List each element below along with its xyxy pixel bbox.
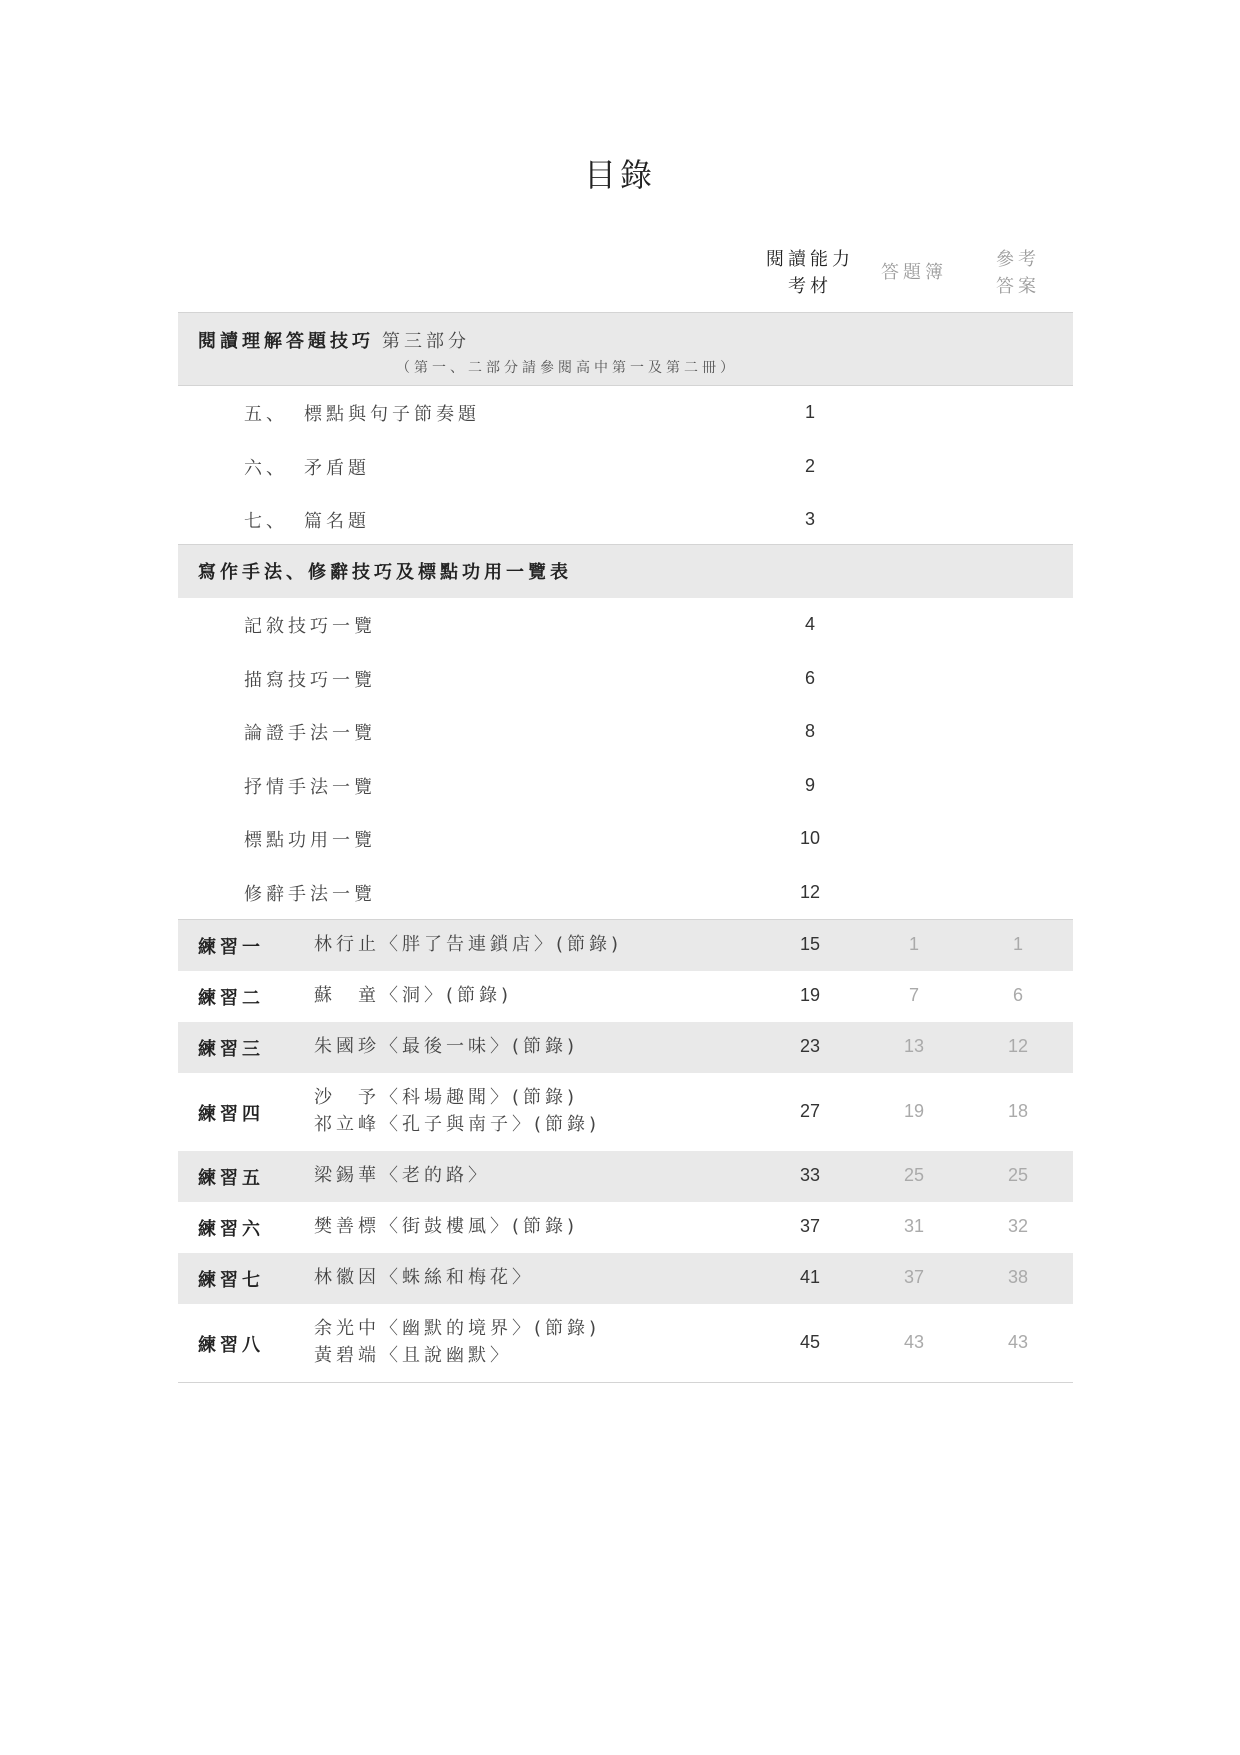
page-number: 2	[804, 455, 815, 476]
item-label: 記敘技巧一覽	[244, 616, 376, 637]
exercise-label: 練習一	[198, 937, 264, 958]
section-subtitle: 第三部分	[382, 331, 470, 352]
exercise-title: 梁錫華〈老的路〉	[314, 1165, 490, 1186]
exercise-label: 練習七	[198, 1270, 264, 1291]
item-label: 修辭手法一覽	[244, 883, 376, 905]
list-item[interactable]	[178, 440, 1073, 494]
exercise-title: 樊善標〈街鼓樓風〉(節錄)	[314, 1216, 579, 1237]
exercise-title: 蘇 童〈洞〉(節錄)	[314, 985, 513, 1006]
item-number: 五、	[244, 404, 288, 425]
exercise-title: 祁立峰〈孔子與南子〉(節錄)	[314, 1114, 601, 1135]
page-number-answer-book: 43	[903, 1332, 925, 1352]
page-number-reference: 43	[1007, 1332, 1029, 1352]
page-number-reading: 37	[799, 1216, 821, 1236]
column-header-reading	[758, 246, 862, 300]
exercise-label: 練習八	[198, 1335, 264, 1356]
page-title: 目錄	[583, 156, 656, 194]
page-number-reference: 38	[1007, 1267, 1029, 1287]
exercise-title: 余光中〈幽默的境界〉(節錄)	[314, 1318, 601, 1339]
list-item[interactable]	[178, 759, 1073, 813]
section-header-reading-skills	[178, 313, 1073, 386]
exercise-titles	[314, 1084, 600, 1138]
item-label: 標點與句子節奏題	[304, 404, 480, 425]
page-number-reading: 15	[799, 934, 821, 954]
exercise-row[interactable]	[178, 1202, 1073, 1253]
item-number: 七、	[244, 511, 288, 532]
section-title: 寫作手法、修辭技巧及標點功用一覽表	[198, 562, 572, 583]
exercise-label: 練習四	[198, 1104, 264, 1125]
table-of-contents	[178, 238, 1073, 1383]
section-note: （第一、二部分請參閱高中第一及第二冊）	[396, 360, 738, 376]
exercise-row[interactable]	[178, 920, 1073, 971]
page-number-reading: 41	[799, 1267, 821, 1287]
page-number-reading: 27	[799, 1101, 821, 1121]
column-header-reading-line1: 閱讀能力	[766, 249, 854, 270]
item-label: 論證手法一覽	[244, 723, 376, 744]
exercise-title: 沙 予〈科場趣聞〉(節錄)	[314, 1087, 579, 1108]
exercise-title: 黃碧端〈且說幽默〉	[314, 1345, 512, 1366]
page-number-answer-book: 13	[903, 1036, 925, 1056]
list-item[interactable]	[178, 598, 1073, 652]
section-title-main: 閱讀理解答題技巧	[198, 331, 374, 352]
exercise-label: 練習六	[198, 1219, 264, 1240]
column-header-reading-line2: 考材	[788, 276, 832, 297]
page-number-reading: 19	[799, 985, 821, 1005]
page-number: 12	[799, 881, 821, 902]
page-number-answer-book: 7	[908, 985, 919, 1005]
page-number: 10	[799, 828, 821, 848]
column-header-reference-line2: 答案	[996, 276, 1040, 297]
exercise-row[interactable]	[178, 971, 1073, 1022]
list-item[interactable]	[178, 386, 1073, 440]
page-number-reference: 12	[1007, 1036, 1029, 1056]
item-label: 抒情手法一覽	[244, 776, 376, 798]
exercise-title: 林行止〈胖了告連鎖店〉(節錄)	[314, 934, 623, 955]
page-number-answer-book: 19	[903, 1101, 925, 1121]
list-item[interactable]	[178, 652, 1073, 706]
section-title	[198, 327, 470, 353]
exercise-label: 練習二	[198, 988, 264, 1009]
section-header-techniques	[178, 545, 1073, 598]
page-number-answer-book: 25	[903, 1165, 925, 1185]
list-item[interactable]	[178, 493, 1073, 545]
page-number: 3	[804, 509, 815, 529]
exercise-row[interactable]	[178, 1073, 1073, 1151]
item-number: 六、	[244, 457, 288, 479]
exercise-label: 練習五	[198, 1168, 264, 1189]
exercise-row[interactable]	[178, 1022, 1073, 1073]
list-item[interactable]	[178, 866, 1073, 921]
page-number-reading: 33	[799, 1165, 821, 1185]
item-label: 描寫技巧一覽	[244, 669, 376, 691]
exercise-label: 練習三	[198, 1039, 264, 1060]
page-number-reading: 23	[799, 1036, 821, 1056]
column-header-reference	[966, 246, 1070, 300]
page-number: 8	[804, 721, 815, 741]
page-number-reading: 45	[799, 1332, 821, 1352]
column-header-row	[178, 238, 1073, 313]
page-number-answer-book: 1	[908, 934, 919, 954]
exercise-row[interactable]	[178, 1253, 1073, 1304]
page-number-reference: 32	[1007, 1216, 1029, 1236]
page-number-answer-book: 31	[903, 1216, 925, 1236]
exercise-row[interactable]	[178, 1304, 1073, 1383]
item-label: 矛盾題	[304, 457, 370, 479]
column-header-answer-book: 答題簿	[881, 262, 947, 283]
exercise-title: 朱國珍〈最後一味〉(節錄)	[314, 1036, 579, 1057]
list-item[interactable]	[178, 812, 1073, 866]
page-number: 9	[804, 774, 815, 795]
exercise-titles	[314, 1315, 600, 1369]
page-number-reference: 1	[1012, 934, 1023, 954]
page-number-reference: 6	[1012, 985, 1023, 1005]
page-number: 4	[804, 614, 815, 634]
exercise-row[interactable]	[178, 1151, 1073, 1202]
page-number: 6	[804, 667, 815, 688]
column-header-reference-line1: 參考	[996, 249, 1040, 270]
page-number-reference: 18	[1007, 1101, 1029, 1121]
item-label: 篇名題	[304, 511, 370, 532]
page-number-reference: 25	[1007, 1165, 1029, 1185]
page-number: 1	[804, 402, 815, 422]
item-label: 標點功用一覽	[244, 830, 376, 851]
list-item[interactable]	[178, 705, 1073, 759]
exercise-title: 林徽因〈蛛絲和梅花〉	[314, 1267, 534, 1288]
page-number-answer-book: 37	[903, 1267, 925, 1287]
